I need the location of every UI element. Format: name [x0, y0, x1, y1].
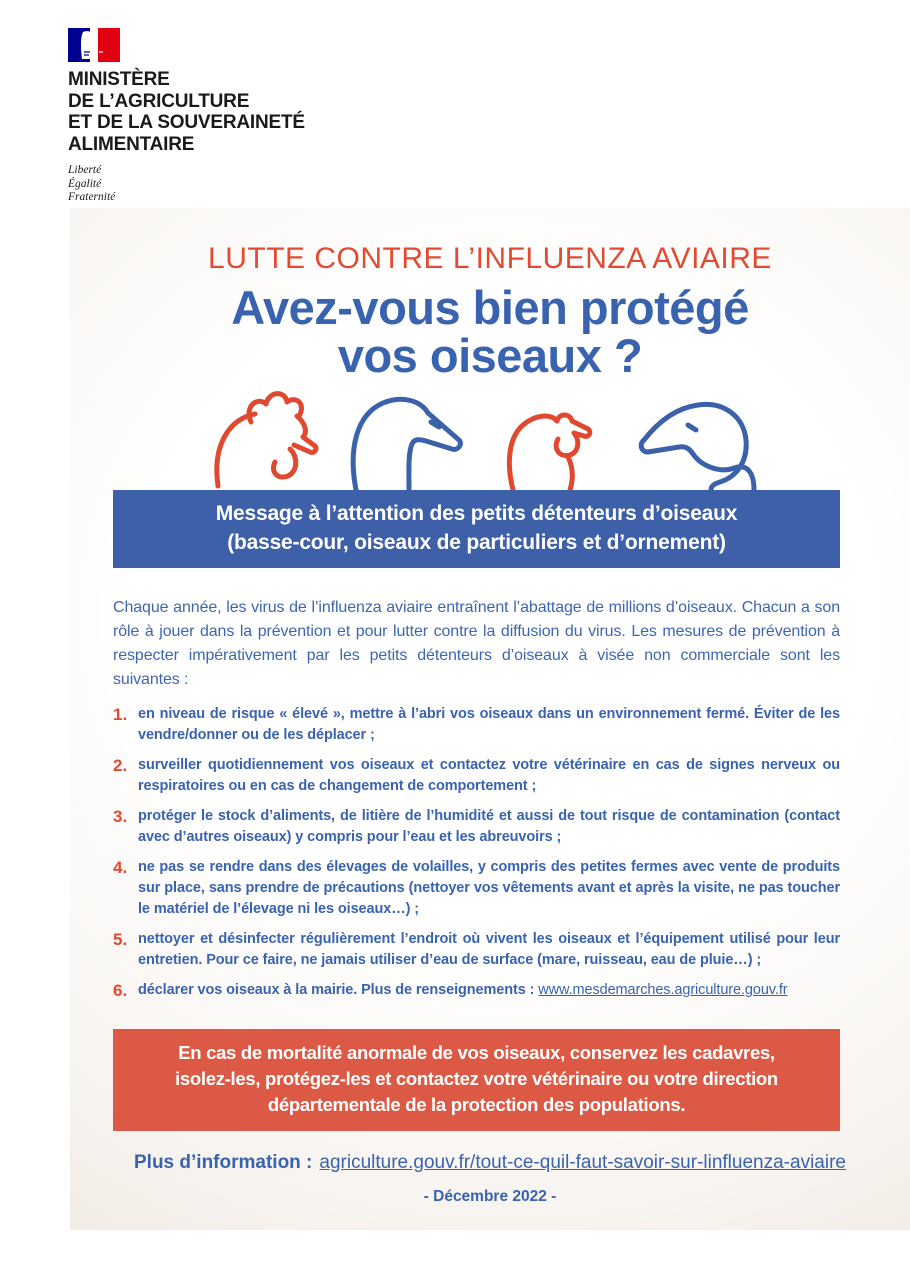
poster-panel [70, 208, 910, 1230]
intro-paragraph: Chaque année, les virus de l’influenza aviaire entraînent l’abattage de millions d’oiseaux. Chacun a son rôle à jouer dans la prévention et pour lutter contre la diffusion du virus. Les mesures de prévention à respecter impérativement par les petits détenteurs d’oiseaux à visée non commerciale sont les suivantes : [113, 599, 840, 688]
ministry-line: ET DE LA SOUVERAINETÉ [68, 112, 305, 133]
item-number: 4. [113, 858, 128, 877]
poster-title [70, 281, 910, 382]
republic-motto [68, 164, 328, 205]
hen-icon [208, 386, 326, 490]
alert-banner-line: isolez-les, protégez-les et contactez votre vétérinaire ou votre direction [175, 1068, 778, 1089]
ministry-name [68, 69, 328, 155]
goose-icon [344, 386, 482, 490]
government-logo [68, 28, 328, 205]
list-item [113, 704, 840, 746]
title-line: Avez-vous bien protégé [231, 281, 749, 334]
item-text: surveiller quotidiennement vos oiseaux et contactez votre vétérinaire en cas de signes nerveux ou respiratoires ou en cas de changement de comportement ; [138, 757, 840, 794]
campaign-kicker: LUTTE CONTRE L’INFLUENZA AVIAIRE [208, 242, 772, 275]
motto-line: Liberté [68, 164, 102, 176]
list-item [113, 857, 840, 920]
ministry-line: ALIMENTAIRE [68, 133, 195, 155]
item-number: 5. [113, 930, 128, 949]
item-text: nettoyer et désinfecter régulièrement l’endroit où vivent les oiseaux et l’équipement utilisé pour leur entretien. Pour ce faire, ne jamais utiliser d’eau de surface (mare, ruisseau, eau de pluie…) ; [138, 931, 840, 968]
item-number: 6. [113, 981, 128, 1000]
ministry-line: DE L’AGRICULTURE [68, 90, 250, 112]
alert-banner-line: départementale de la protection des populations. [267, 1094, 686, 1115]
publication-date: - Décembre 2022 - [423, 1188, 557, 1205]
item-number: 1. [113, 705, 128, 724]
list-item [113, 980, 840, 1001]
more-info-line [70, 1151, 910, 1175]
mesdemarches-link[interactable]: www.mesdemarches.agriculture.gouv.fr [538, 982, 788, 998]
audience-banner [113, 490, 840, 568]
item-text: en niveau de risque « élevé », mettre à l’abri vos oiseaux dans un environnement fermé. Éviter de les vendre/donner ou de les déplacer ; [138, 706, 840, 743]
agriculture-gouv-link[interactable]: agriculture.gouv.fr/tout-ce-quil-faut-savoir-sur-linfluenza-aviaire [319, 1152, 846, 1173]
bird-illustrations [70, 388, 910, 490]
item-text-lead: déclarer vos oiseaux à la mairie. Plus de renseignements : [138, 982, 539, 998]
motto-line: Fraternité [68, 191, 116, 203]
duck-icon [624, 386, 772, 490]
more-info-label: Plus d’information : [134, 1152, 313, 1173]
measures-list [113, 704, 840, 1001]
item-text: ne pas se rendre dans des élevages de volailles, y compris des petites fermes avec vente de produits sur place, sans prendre de précautions (nettoyer vos vêtements avant et après la visite, ne pas toucher le matériel de l’élevage ni les oiseaux…) ; [138, 859, 840, 917]
audience-banner-line: Message à l’attention des petits détenteurs d’oiseaux [215, 502, 738, 525]
ministry-line: MINISTÈRE [68, 69, 170, 90]
turkey-icon [500, 386, 606, 490]
title-line: vos oiseaux ? [337, 329, 643, 382]
list-item [113, 806, 840, 848]
motto-line: Égalité [68, 177, 102, 190]
alert-banner-line: En cas de mortalité anormale de vos oiseaux, conservez les cadavres, [178, 1042, 775, 1063]
item-number: 2. [113, 756, 128, 775]
french-flag-icon [68, 28, 120, 62]
list-item [113, 929, 840, 971]
item-text: protéger le stock d’aliments, de litière de l’humidité et aussi de tout risque de contamination (contact avec d’autres oiseaux) y compris pour l’eau et les abreuvoirs ; [138, 808, 840, 845]
item-number: 3. [113, 807, 128, 826]
audience-banner-line: (basse-cour, oiseaux de particuliers et d’ornement) [227, 531, 726, 554]
alert-banner [113, 1029, 840, 1131]
list-item [113, 755, 840, 797]
item-text [138, 980, 840, 1001]
